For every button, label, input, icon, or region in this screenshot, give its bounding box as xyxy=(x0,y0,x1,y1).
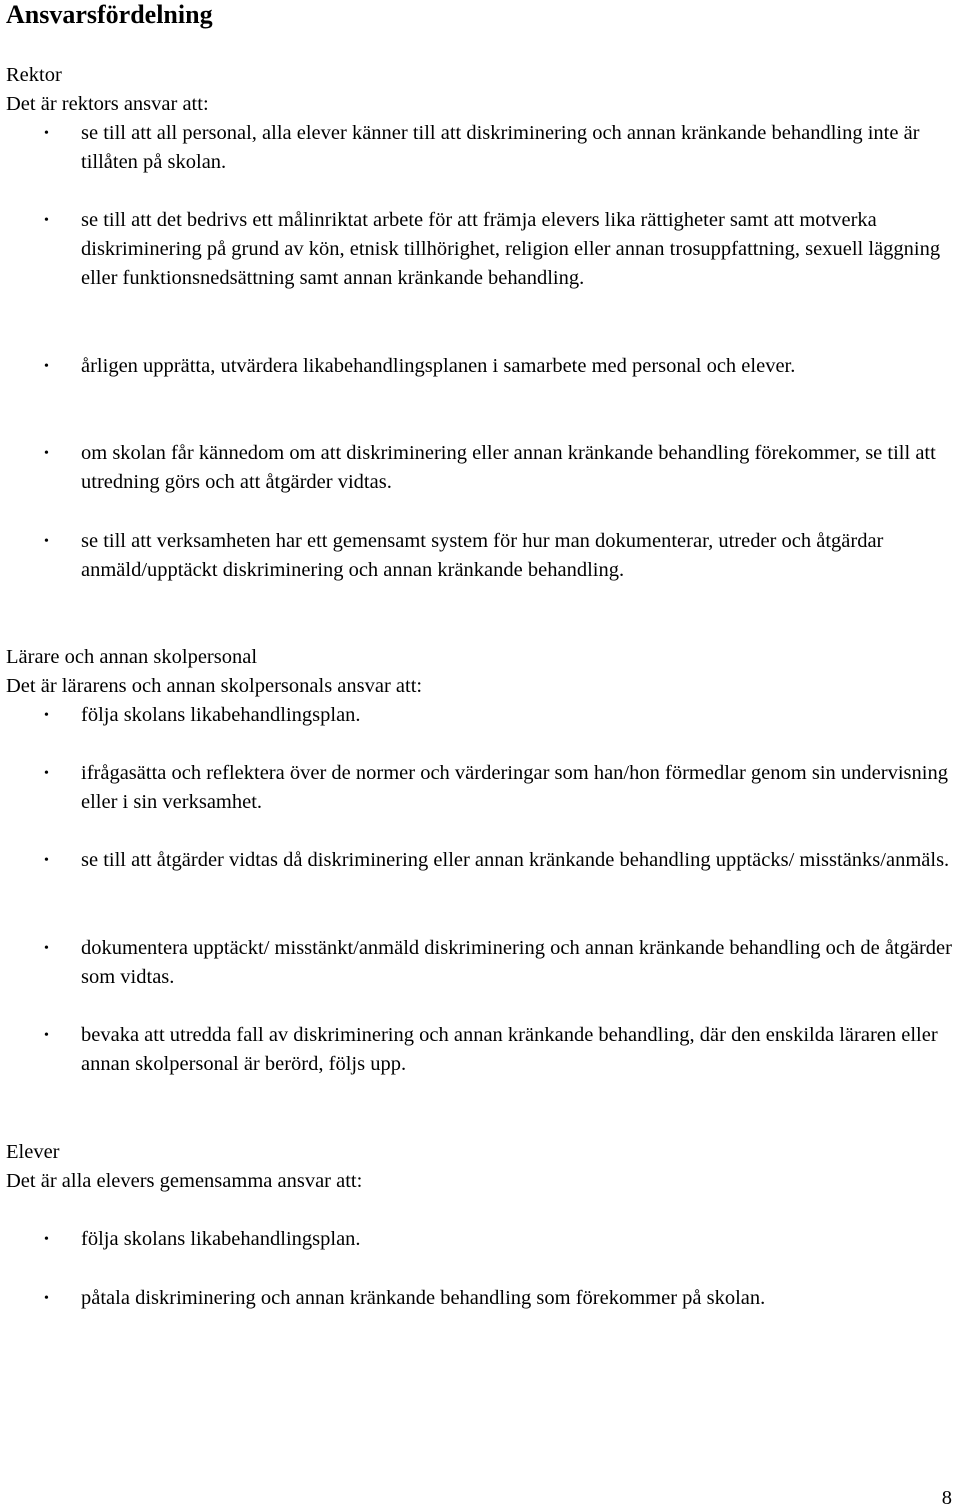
section-intro-elever: Det är alla elevers gemensamma ansvar att: xyxy=(6,1170,363,1192)
bullet-icon: • xyxy=(44,853,49,868)
list-item-text: se till att all personal, alla elever känner till att diskriminering och annan kränkande behandling inte är tillåten på skolan. xyxy=(81,122,920,173)
list-item xyxy=(44,1225,956,1254)
bullet-icon: • xyxy=(44,359,49,374)
list-item-text: se till att verksamheten har ett gemensamt system för hur man dokumenterar, utreder och åtgärdar anmäld/upptäckt diskriminering och annan kränkande behandling. xyxy=(81,530,884,581)
bullet-icon: • xyxy=(44,766,49,781)
list-item-text: följa skolans likabehandlingsplan. xyxy=(81,1228,361,1250)
list-item xyxy=(44,119,956,177)
list-item xyxy=(44,701,956,730)
list-item xyxy=(44,1021,956,1079)
list-item-text: se till att åtgärder vidtas då diskriminering eller annan kränkande behandling upptäcks/ misstänks/anmäls. xyxy=(81,849,950,871)
bullet-icon: • xyxy=(44,941,49,956)
list-item xyxy=(44,934,956,992)
list-item-text: om skolan får kännedom om att diskriminering eller annan kränkande behandling förekommer, se till att utredning görs och att åtgärder vidtas. xyxy=(81,442,936,493)
bullet-icon: • xyxy=(44,446,49,461)
section-intro-larare: Det är lärarens och annan skolpersonals ansvar att: xyxy=(6,675,423,697)
list-item-text: ifrågasätta och reflektera över de normer och värderingar som han/hon förmedlar genom sin undervisning eller i sin verksamhet. xyxy=(81,762,948,813)
list-item-text: bevaka att utredda fall av diskriminering och annan kränkande behandling, där den enskilda läraren eller annan skolpersonal är berörd, följs upp. xyxy=(81,1024,938,1075)
bullet-icon: • xyxy=(44,1232,49,1247)
section-heading-rektor: Rektor xyxy=(6,64,62,86)
list-item xyxy=(44,846,956,875)
bullet-icon: • xyxy=(44,534,49,549)
section-intro-rektor: Det är rektors ansvar att: xyxy=(6,93,209,115)
bullet-icon: • xyxy=(44,1028,49,1043)
page-title: Ansvarsfördelning xyxy=(6,0,213,29)
section-heading-larare: Lärare och annan skolpersonal xyxy=(6,646,258,668)
list-item xyxy=(44,527,956,585)
section-heading-elever: Elever xyxy=(6,1141,60,1163)
list-item-text: årligen upprätta, utvärdera likabehandlingsplanen i samarbete med personal och elever. xyxy=(81,355,796,377)
list-item xyxy=(44,206,956,293)
page-number: 8 xyxy=(941,1487,952,1509)
bullet-icon: • xyxy=(44,1291,49,1306)
bullet-icon: • xyxy=(44,126,49,141)
list-item xyxy=(44,759,956,817)
list-item-text: se till att det bedrivs ett målinriktat arbete för att främja elevers lika rättigheter samt att motverka diskriminering på grund av kön, etnisk tillhörighet, religion eller annan trosuppfattning, sexuell läggning eller funktionsnedsättning samt annan kränkande behandling. xyxy=(81,209,941,289)
list-item-text: påtala diskriminering och annan kränkande behandling som förekommer på skolan. xyxy=(81,1287,766,1309)
bullet-icon: • xyxy=(44,213,49,228)
list-item-text: följa skolans likabehandlingsplan. xyxy=(81,704,361,726)
bullet-icon: • xyxy=(44,708,49,723)
list-item xyxy=(44,1284,956,1313)
list-item-text: dokumentera upptäckt/ misstänkt/anmäld diskriminering och annan kränkande behandling och de åtgärder som vidtas. xyxy=(81,937,952,988)
list-item xyxy=(44,352,956,381)
list-item xyxy=(44,439,956,497)
